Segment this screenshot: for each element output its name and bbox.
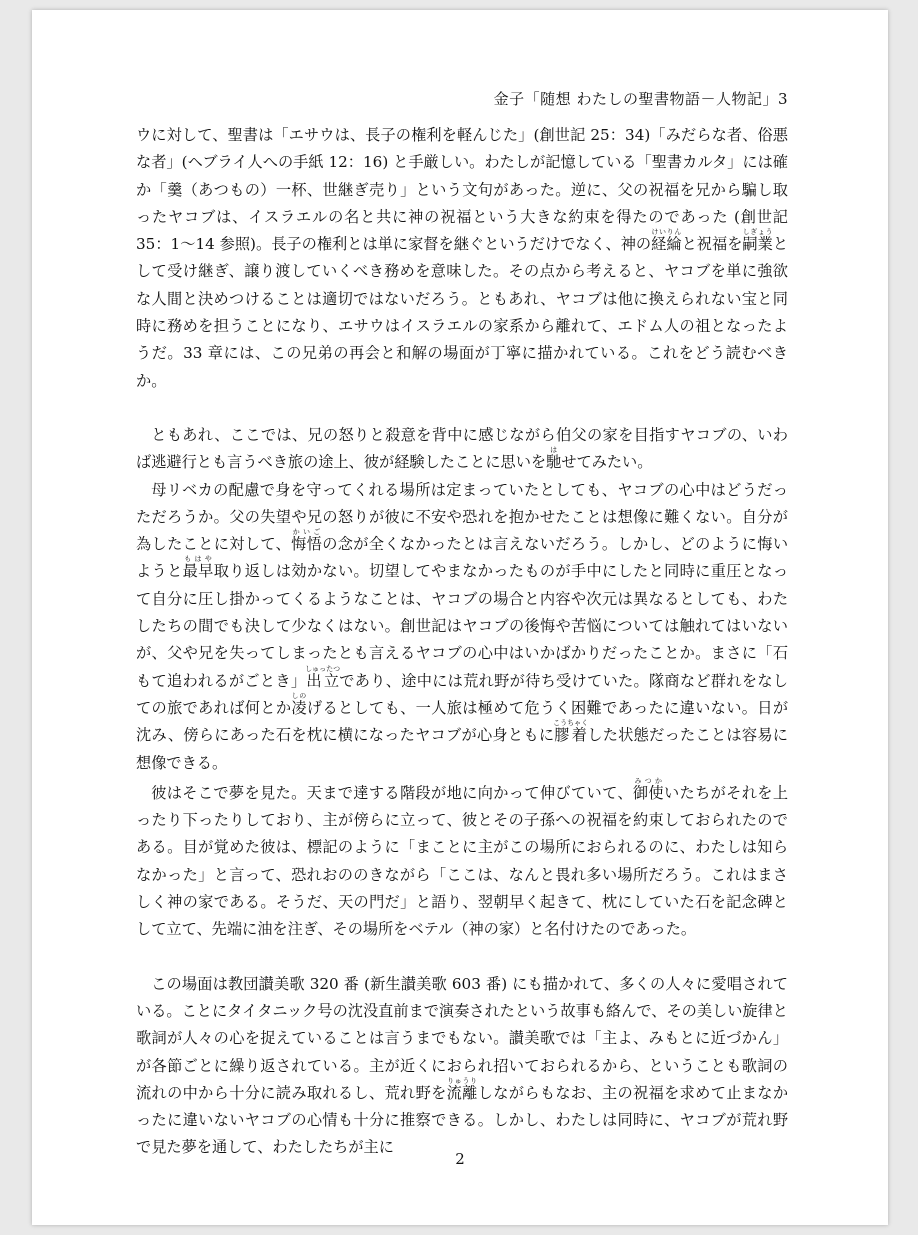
text-run: この場面は教団讃美歌 320 番 (新生讃美歌 603 番) にも描かれて、多くの人々に愛唱されている。ことにタイタニック号の沈没直前まで演奏されたという故事も絡んで、その美しい旋律と歌詞が人々の心を捉えていることは言うまでもない。讃美歌では「主よ、みもとに近づかん」が各節ごとに繰り返されている。主が近くにおられ招いておられるから、ということも歌詞の流れの中から十分に読み取れるし、荒れ野を xyxy=(136,974,788,1102)
ruby-annotated-word: 最早もはや xyxy=(182,555,214,581)
text-run: ともあれ、ここでは、兄の怒りと殺意を背中に感じながら伯父の家を目指すヤコブの、いわば逃避行とも言うべき旅の途上、彼が経験したことに思いを xyxy=(136,425,788,472)
paragraph xyxy=(136,422,788,477)
ruby-annotated-word: 御使みつか xyxy=(632,776,664,802)
text-run: した状態だったことは容易に想像できる。 xyxy=(136,726,788,772)
furigana: けいりん xyxy=(651,228,682,237)
text-run: 取り返しは効かない。切望してやまなかったものが手中にしたと同時に重圧となって自分に圧し掛かってくるようなことは、ヤコブの場合と内容や次元は異なるとしても、わたしたちの間でも決して少なくはない。創世記はヤコブの後悔や苦悩については触れてはいないが、父や兄を失ってしまったとも言えるヤコブの心中はいかばかりだったことか。まさに「石もて追われるがごとき」 xyxy=(136,562,789,690)
paragraph-gap xyxy=(136,944,788,971)
ruby-annotated-word: 出立しゅったつ xyxy=(305,664,341,690)
ruby-annotated-word: 悔悟かいご xyxy=(291,528,323,554)
furigana: しぎょう xyxy=(742,228,773,237)
furigana: こうちゃく xyxy=(553,719,589,728)
furigana: しゅったつ xyxy=(305,664,341,673)
furigana: は xyxy=(546,446,562,455)
text-run: の念が全くなかったとは言えないだろう。しかし、どのように悔いようと xyxy=(136,535,789,581)
ruby-annotated-word: 経綸けいりん xyxy=(651,228,682,254)
text-run: せてみたい。 xyxy=(561,453,653,472)
ruby-annotated-word: 嗣業しぎょう xyxy=(742,228,773,254)
furigana: りゅうり xyxy=(446,1076,478,1085)
ruby-annotated-word: 流離りゅうり xyxy=(446,1076,478,1102)
paragraph xyxy=(136,477,788,777)
paragraph-gap xyxy=(136,395,788,422)
body-text xyxy=(136,122,788,1162)
text-run: ウに対して、聖書は「エサウは、長子の権利を軽んじた」(創世記 25：34)「みだらな者、俗悪な者」(ヘブライ人への手紙 12：16) と手厳しい。わたしが記憶している「聖書カルタ」には確か「羹（あつもの）一杯、世継ぎ売り」という文句があった。逆に、父の祝福を兄から騙し取ったヤコブは、イスラエルの名と共に神の祝福という大きな約束を得たのであった (創世記 35：1〜14 参照)。長子の権利とは単に家督を継ぐというだけでなく、神の xyxy=(136,126,788,254)
running-header: 金子「随想 わたしの聖書物語－人物記」3 xyxy=(493,90,788,108)
furigana: かいご xyxy=(291,528,322,537)
text-run: いたちがそれを上ったり下ったりしており、主が傍らに立って、彼とその子孫への祝福を約束しておられたのである。目が覚めた彼は、標記のように「まことに主がこの場所におられるのに、わたしは知らなかった」と言って、恐れおののきながら「ここは、なんと畏れ多い場所だろう。これはまさしく神の家である。そうだ、天の門だ」と語り、翌朝早く起きて、枕にしていた石を記念碑として立て、先端に油を注ぎ、その場所をベテル（神の家）と名付けたのであった。 xyxy=(136,783,789,939)
furigana: みつか xyxy=(632,776,664,785)
text-run: として受け継ぎ、譲り渡していくべき務めを意味した。その点から考えると、ヤコブを単に強欲な人間と決めつけることは適切ではないだろう。ともあれ、ヤコブは他に換えられない宝と同時に務めを担うことになり、エサウはイスラエルの家系から離れて、エドム人の祖となったようだ。33 章には、この兄弟の再会と和解の場面が丁寧に描かれている。これをどう読むべきか。 xyxy=(136,235,789,390)
ruby-annotated-word: 凌しの xyxy=(291,691,307,717)
text-run: 彼はそこで夢を見た。天まで達する階段が地に向かって伸びていて、 xyxy=(151,783,633,802)
text-run: 母リベカの配慮で身を守ってくれる場所は定まっていたとしても、ヤコブの心中はどうだっただろうか。父の失望や兄の怒りが彼に不安や恐れを抱かせたことは想像に難くない。自分が為したことに対して、 xyxy=(136,480,788,554)
ruby-annotated-word: 馳は xyxy=(546,446,562,472)
paragraph xyxy=(136,122,788,395)
text-run: げるとしても、一人旅は極めて危うく困難であったに違いない。日が沈み、傍らにあった石を枕に横になったヤコブが心身ともに xyxy=(136,698,789,745)
paragraph xyxy=(136,971,788,1162)
ruby-annotated-word: 膠着こうちゃく xyxy=(553,719,589,745)
furigana: もはや xyxy=(182,555,214,564)
text-run: と祝福を xyxy=(681,235,743,254)
document-page xyxy=(32,10,888,1225)
paragraph xyxy=(136,777,788,944)
text-run: であり、途中には荒れ野が待ち受けていた。隊商など群れをなしての旅であれば何とか xyxy=(136,671,789,717)
page-number: 2 xyxy=(455,1150,465,1168)
furigana: しの xyxy=(291,691,307,700)
text-run: しながらもなお、主の祝福を求めて止まなかったに違いないヤコブの心情も十分に推察できる。しかし、わたしは同時に、ヤコブが荒れ野で見た夢を通して、わたしたちが主に xyxy=(136,1083,789,1157)
